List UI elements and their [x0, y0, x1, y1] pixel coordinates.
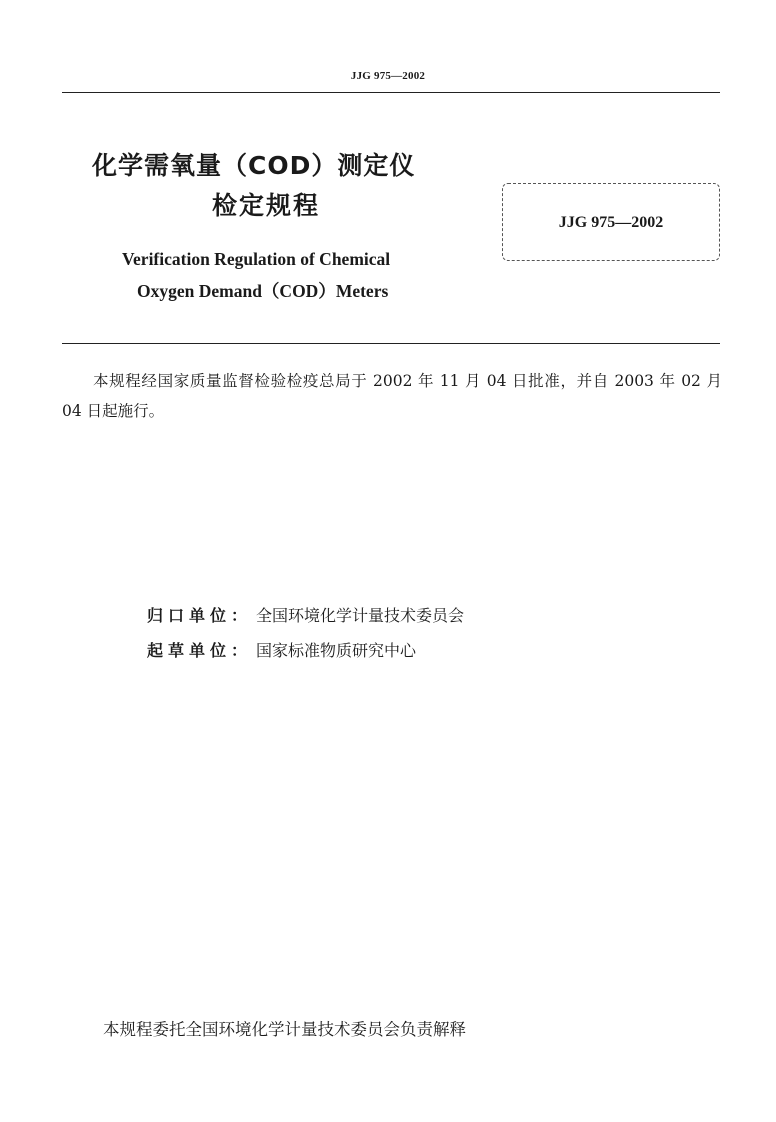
drafting-unit-row [147, 638, 416, 661]
interpretation-note: 本规程委托全国环境化学计量技术委员会负责解释 [103, 1020, 466, 1039]
title-english-line-1: Verification Regulation of Chemical [122, 249, 391, 269]
title-chinese-line-1: 化学需氧量（COD）测定仪 [92, 151, 416, 180]
approval-statement: 本规程经国家质量监督检验检疫总局于 2002 年 11 月 04 日批准，并自 2003 年 02 月 04 日起施行。 [62, 372, 722, 420]
title-chinese-line-2: 检定规程 [212, 191, 321, 220]
title-english-line-2: Oxygen Demand（COD）Meters [137, 281, 389, 301]
drafting-unit-value: 国家标准物质研究中心 [256, 641, 417, 660]
responsible-unit-value: 全国环境化学计量技术委员会 [256, 606, 465, 625]
standard-code-box-text: JJG 975—2002 [558, 214, 664, 231]
header-standard-code: JJG 975—2002 [350, 70, 426, 82]
header-divider [62, 92, 720, 93]
drafting-unit-label: 起草单位： [147, 641, 253, 660]
title-divider [62, 343, 720, 344]
responsible-unit-row [147, 603, 464, 626]
responsible-unit-label: 归口单位： [147, 606, 253, 625]
